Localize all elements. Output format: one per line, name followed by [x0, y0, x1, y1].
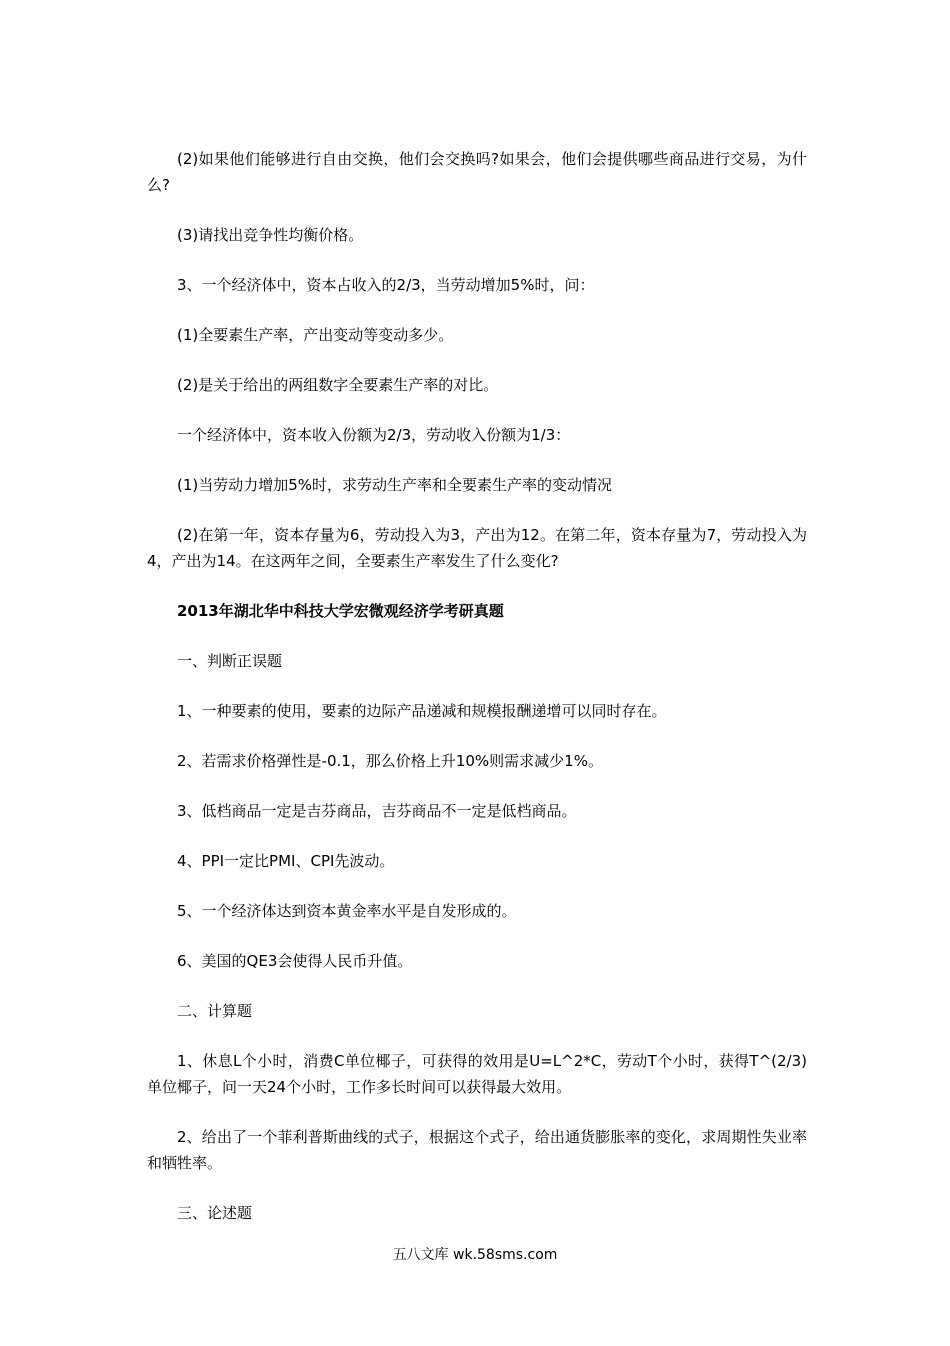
- paragraph: (2)是关于给出的两组数字全要素生产率的对比。: [177, 376, 499, 394]
- paragraph: (2)在第一年，资本存量为6，劳动投入为3，产出为12。在第二年，资本存量为7，劳动投入为4，产出为14。在这两年之间，全要素生产率发生了什么变化?: [147, 526, 807, 570]
- paragraph: 一个经济体中，资本收入份额为2/3，劳动收入份额为1/3：: [177, 426, 571, 444]
- paragraph: (2)如果他们能够进行自由交换，他们会交换吗?如果会，他们会提供哪些商品进行交易，为什么?: [147, 150, 807, 194]
- paragraph: (3)请找出竞争性均衡价格。: [177, 226, 364, 244]
- question-item: 2、给出了一个菲利普斯曲线的式子，根据这个式子，给出通货膨胀率的变化，求周期性失业率和牺牲率。: [147, 1128, 807, 1172]
- document-body: [147, 146, 807, 1250]
- question-item: 5、一个经济体达到资本黄金率水平是自发形成的。: [177, 902, 517, 920]
- question-item: 1、一种要素的使用，要素的边际产品递减和规模报酬递增可以同时存在。: [177, 702, 667, 720]
- question-item: 4、PPI一定比PMI、CPI先波动。: [177, 852, 395, 870]
- section-title: 2013年湖北华中科技大学宏微观经济学考研真题: [177, 602, 504, 620]
- section-heading: 一、判断正误题: [177, 652, 283, 670]
- paragraph: (1)当劳动力增加5%时，求劳动生产率和全要素生产率的变动情况: [177, 476, 613, 494]
- page-footer: 五八文库 wk.58sms.com: [392, 1247, 558, 1263]
- paragraph: 3、一个经济体中，资本占收入的2/3，当劳动增加5%时，问：: [177, 276, 595, 294]
- question-item: 2、若需求价格弹性是-0.1，那么价格上升10%则需求减少1%。: [177, 752, 603, 770]
- question-item: 1、休息L个小时，消费C单位椰子，可获得的效用是U=L^2*C，劳动T个小时，获得T^(2/3)单位椰子，问一天24个小时，工作多长时间可以获得最大效用。: [147, 1052, 807, 1096]
- section-heading: 三、论述题: [177, 1204, 253, 1222]
- paragraph: (1)全要素生产率，产出变动等变动多少。: [177, 326, 454, 344]
- question-item: 6、美国的QE3会使得人民币升值。: [177, 952, 413, 970]
- question-item: 3、低档商品一定是吉芬商品，吉芬商品不一定是低档商品。: [177, 802, 577, 820]
- section-heading: 二、计算题: [177, 1002, 253, 1020]
